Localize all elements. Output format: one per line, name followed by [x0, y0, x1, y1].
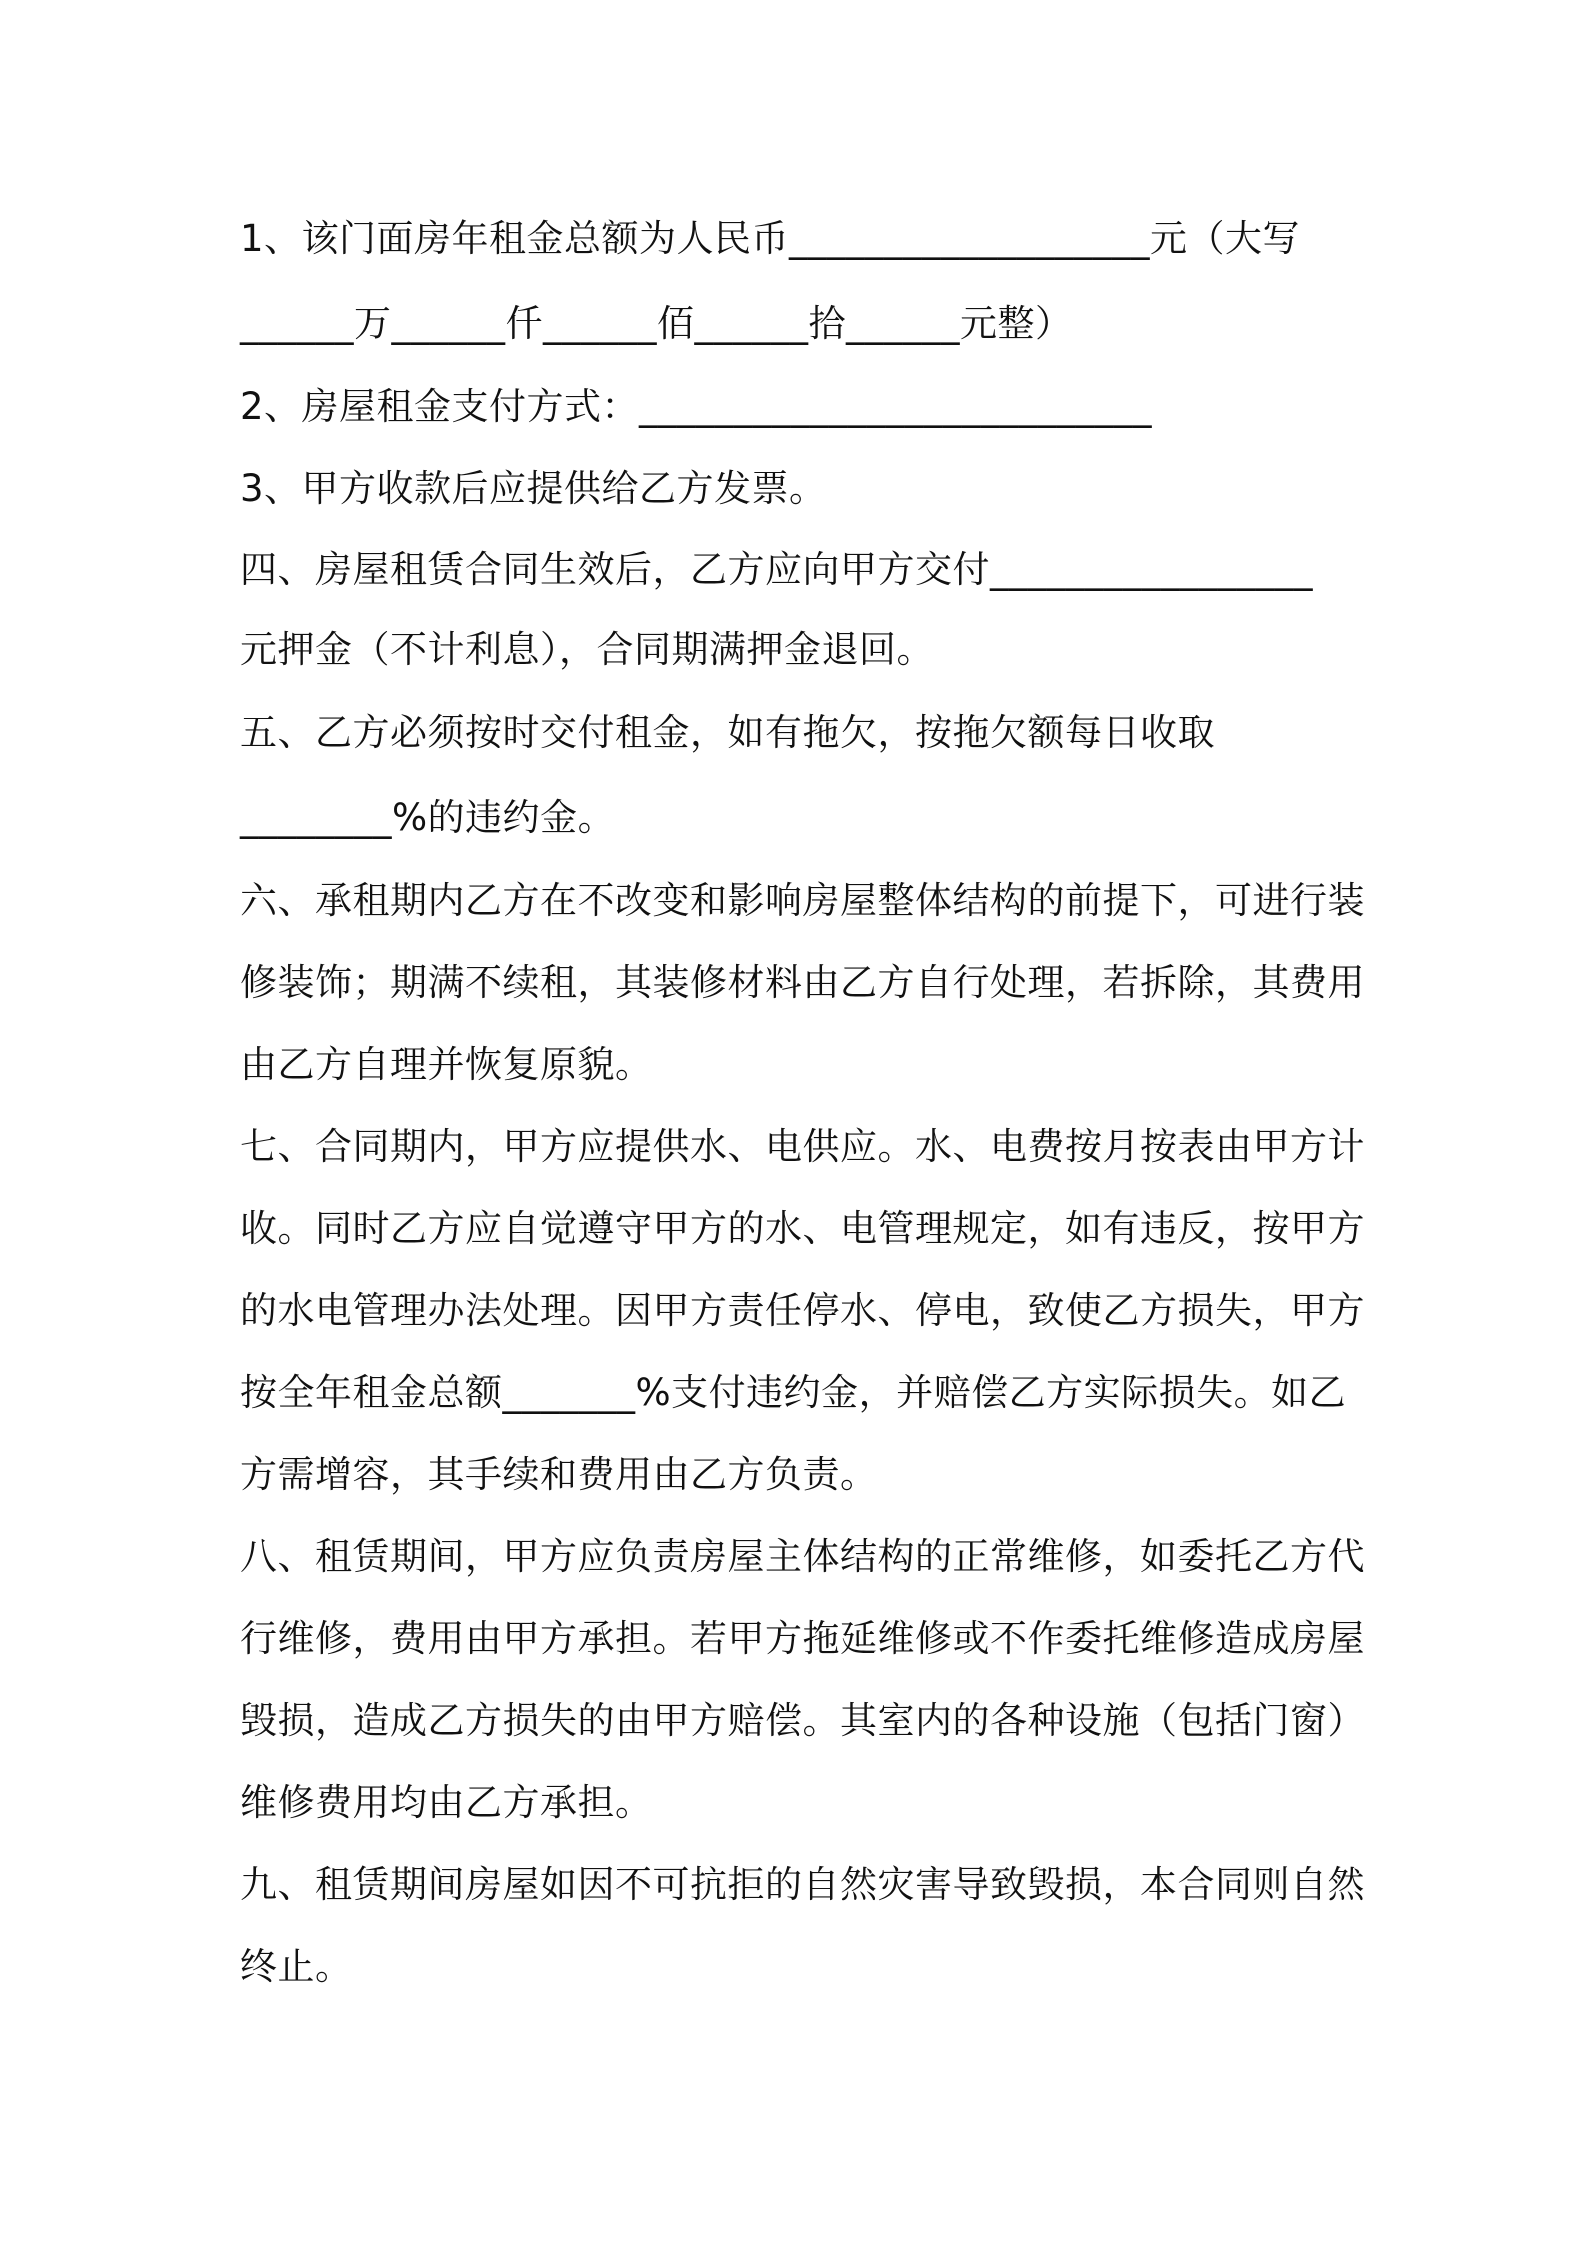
section-6-decoration: 六、承租期内乙方在不改变和影响房屋整体结构的前提下，可进行装: [240, 879, 1365, 922]
clause-1-rent-uppercase: ______万______仟______佰______拾______元整）: [240, 302, 1073, 345]
section-8-maintenance: 八、租赁期间，甲方应负责房屋主体结构的正常维修，如委托乙方代: [240, 1535, 1365, 1578]
section-6-decoration-cont-2: 由乙方自理并恢复原貌。: [240, 1043, 653, 1086]
section-7-utilities-cont-4: 方需增容，其手续和费用由乙方负责。: [240, 1453, 878, 1496]
section-5-late-payment-cont: ________%的违约金。: [240, 796, 616, 839]
section-7-utilities-cont-2: 的水电管理办法处理。因甲方责任停水、停电，致使乙方损失，甲方: [240, 1289, 1365, 1332]
section-7-utilities: 七、合同期内，甲方应提供水、电供应。水、电费按月按表由甲方计: [240, 1125, 1365, 1168]
clause-2-payment-method: 2、房屋租金支付方式：___________________________: [240, 385, 1153, 428]
section-7-utilities-cont-1: 收。同时乙方应自觉遵守甲方的水、电管理规定，如有违反，按甲方: [240, 1207, 1365, 1250]
section-4-deposit: 四、房屋租赁合同生效后，乙方应向甲方交付_________________: [240, 548, 1313, 591]
section-8-maintenance-cont-1: 行维修，费用由甲方承担。若甲方拖延维修或不作委托维修造成房屋: [240, 1617, 1365, 1660]
section-6-decoration-cont-1: 修装饰；期满不续租，其装修材料由乙方自行处理，若拆除，其费用: [240, 961, 1365, 1004]
section-5-late-payment: 五、乙方必须按时交付租金，如有拖欠，按拖欠额每日收取: [240, 711, 1215, 754]
clause-1-rent-total: 1、该门面房年租金总额为人民币___________________元（大写: [240, 217, 1301, 260]
clause-3-invoice: 3、甲方收款后应提供给乙方发票。: [240, 467, 827, 510]
section-9-force-majeure: 九、租赁期间房屋如因不可抗拒的自然灾害导致毁损，本合同则自然: [240, 1863, 1365, 1906]
section-7-utilities-cont-3: 按全年租金总额_______%支付违约金，并赔偿乙方实际损失。如乙: [240, 1371, 1347, 1414]
contract-body: [240, 196, 1365, 2008]
section-8-maintenance-cont-3: 维修费用均由乙方承担。: [240, 1781, 653, 1824]
section-9-force-majeure-cont: 终止。: [240, 1945, 353, 1988]
section-4-deposit-cont: 元押金（不计利息），合同期满押金退回。: [240, 628, 934, 671]
section-8-maintenance-cont-2: 毁损，造成乙方损失的由甲方赔偿。其室内的各种设施（包括门窗）: [240, 1699, 1365, 1742]
